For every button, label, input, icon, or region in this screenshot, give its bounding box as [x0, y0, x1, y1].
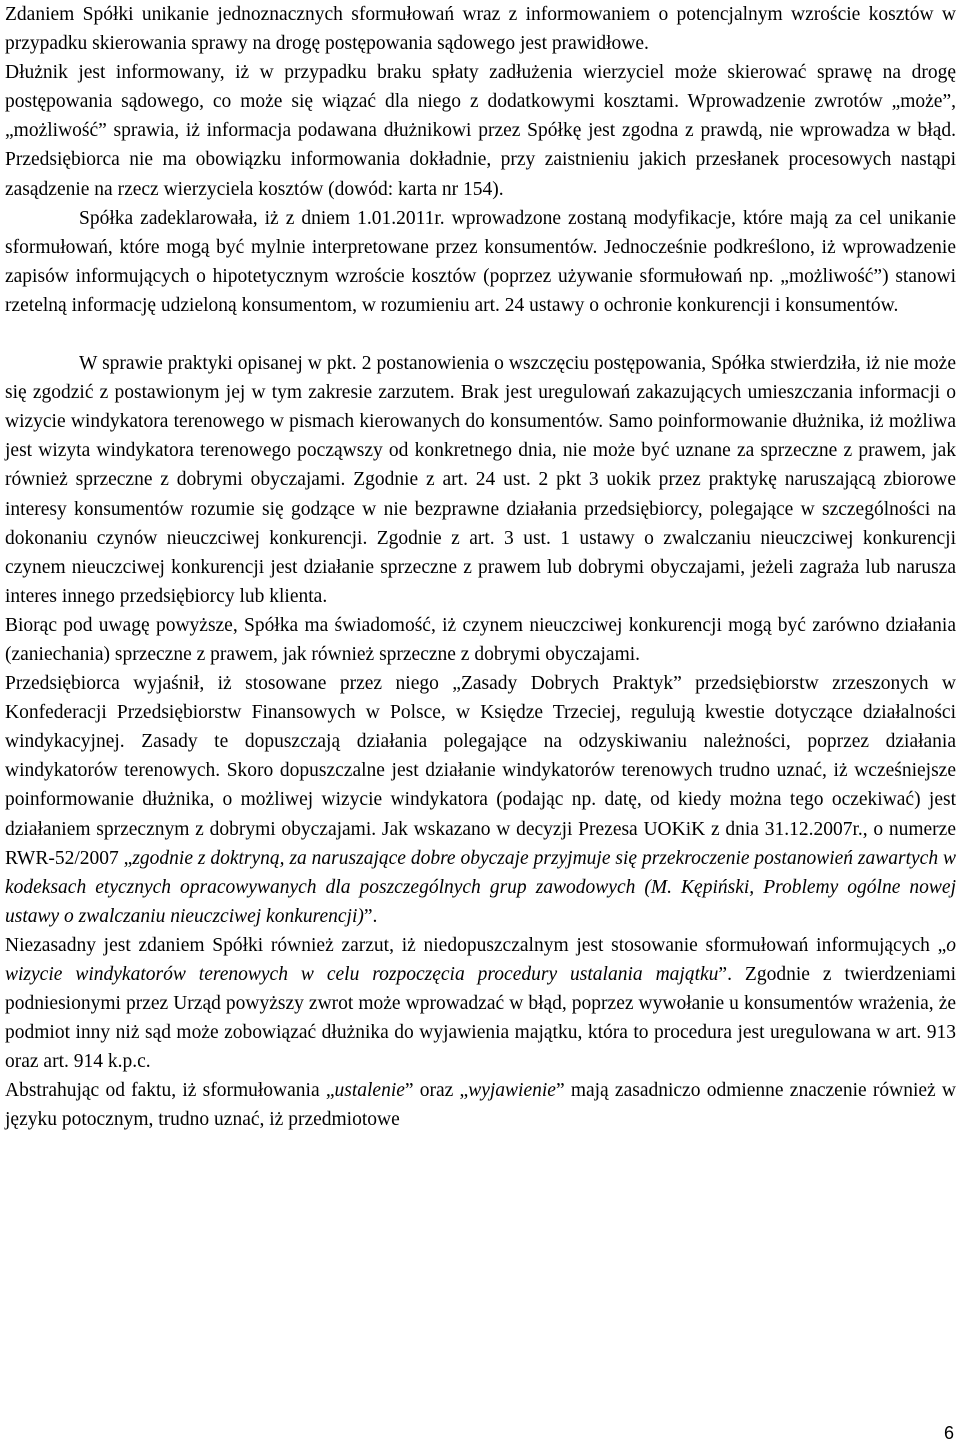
- paragraph: [5, 204, 956, 320]
- text-run: Zdaniem Spółki unikanie jednoznacznych sformułowań wraz z informowaniem o potencjalnym wzroście kosztów w przypadku skierowania sprawy na drogę postępowania sądowego jest prawidłowe.: [5, 4, 956, 55]
- body-text: [5, 0, 956, 1135]
- text-run: ” oraz „: [404, 1080, 469, 1102]
- text-run: Niezasadny jest zdaniem Spółki również zarzut, iż niedopuszczalnym jest stosowanie sformułowań informujących „: [5, 934, 947, 956]
- text-run: Przedsiębiorca wyjaśnił, iż stosowane przez niego „Zasady Dobrych Praktyk” przedsiębiorstw zrzeszonych w Konfederacji Przedsiębiorstw Finansowych w Polsce, w Księdze Trzeciej, regulują kwestie dotyczące działalności windykacyjnej. Zasady te dopuszczają działania polegające na odzyskiwaniu należności, poprzez działania windykatorów terenowych. Skoro dopuszczalne jest działanie windykatorów terenowych trudno uznać, iż wcześniejsze poinformowanie dłużnika, o możliwej wizycie windykatora (podając np. datę, od kiedy można tego oczekiwać) jest działaniem sprzecznym z dobrymi obyczajami. Jak wskazano w decyzji Prezesa UOKiK z dnia 31.12.2007r., o numerze RWR-52/2007 „: [5, 673, 956, 869]
- page-number: 6: [943, 1423, 954, 1443]
- paragraph: [5, 58, 956, 203]
- paragraph: [5, 0, 956, 58]
- text-run: Dłużnik jest informowany, iż w przypadku braku spłaty zadłużenia wierzyciel może skierować sprawę na drogę postępowania sądowego, co może się wiązać dla niego z dodatkowymi kosztami. Wprowadzenie zwrotów „może”, „możliwość” sprawia, iż informacja podawana dłużnikowi przez Spółkę jest zgodna z prawdą, nie wprowadza w błąd. Przedsiębiorca nie ma obowiązku informowania dokładnie, przy zaistnieniu jakich przesłanek procesowych nastąpi zasądzenie na rzecz wierzyciela kosztów (dowód: karta nr 154).: [5, 62, 956, 200]
- text-run: ”.: [363, 905, 378, 927]
- italic-quote: ustalenie: [334, 1080, 405, 1102]
- italic-quote: zgodnie z doktryną, za naruszające dobre obyczaje przyjmuje się przekroczenie postanowień zawartych w kodeksach etycznych opracowywanych dla poszczególnych grup zawodowych (M. Kępiński, Problemy ogólne nowej ustawy o zwalczaniu nieuczciwej konkurencji): [5, 847, 956, 927]
- italic-quote: wyjawienie: [468, 1080, 556, 1102]
- text-run: ” mają zasadniczo odmienne znaczenie również w języku potocznym, trudno uznać, iż przedmiotowe: [5, 1080, 956, 1131]
- paragraph: [5, 611, 956, 669]
- text-run: Abstrahując od faktu, iż sformułowania „: [5, 1080, 335, 1102]
- text-run: Biorąc pod uwagę powyższe, Spółka ma świadomość, iż czynem nieuczciwej konkurencji mogą być zarówno działania (zaniechania) sprzeczne z prawem, jak również sprzeczne z dobrymi obyczajami.: [5, 614, 956, 665]
- paragraph: [5, 349, 956, 611]
- italic-quote: o wizycie windykatorów terenowych w celu rozpoczęcia procedury ustalania majątku: [5, 934, 956, 985]
- paragraph: [5, 1076, 956, 1134]
- text-run: W sprawie praktyki opisanej w pkt. 2 postanowienia o wszczęciu postępowania, Spółka stwierdziła, iż nie może się zgodzić z postawionym jej w tym zakresie zarzutem. Brak jest uregulowań zakazujących umieszczania informacji o wizycie windykatora terenowego w pismach kierowanych do konsumentów. Samo poinformowanie dłużnika, iż możliwa jest wizyta windykatora terenowego począwszy od konkretnego dnia, nie może być uznane za sprzeczne z prawem, jak również sprzeczne z dobrymi obyczajami. Zgodnie z art. 24 ust. 2 pkt 3 uokik przez praktykę naruszającą zbiorowe interesy konsumentów rozumie się godzące w nie bezprawne działania przedsiębiorcy, polegające w szczególności na dokonaniu czynów nieuczciwej konkurencji. Zgodnie z art. 3 ust. 1 ustawy o zwalczaniu nieuczciwej konkurencji czynem nieuczciwej konkurencji jest działanie sprzeczne z prawem lub dobrymi obyczajami, jeżeli zagraża lub narusza interes innego przedsiębiorcy lub klienta.: [5, 353, 956, 607]
- paragraph: [5, 931, 956, 1076]
- text-run: ”. Zgodnie z twierdzeniami podniesionymi przez Urząd powyższy zwrot może wprowadzać w błąd, poprzez wywołanie u konsumentów wrażenia, że podmiot inny niż sąd może zobowiązać dłużnika do wyjawienia majątku, która to procedura jest uregulowana w art. 913 oraz art. 914 k.p.c.: [5, 964, 956, 1073]
- paragraph: [5, 669, 956, 931]
- text-run: Spółka zadeklarowała, iż z dniem 1.01.2011r. wprowadzone zostaną modyfikacje, które mają za cel unikanie sformułowań, które mogą być mylnie interpretowane przez konsumentów. Jednocześnie podkreślono, iż wprowadzenie zapisów informujących o hipotetycznym wzroście kosztów (poprzez używanie sformułowań np. „możliwość”) stanowi rzetelną informację udzieloną konsumentom, w rozumieniu art. 24 ustawy o ochronie konkurencji i konsumentów.: [5, 207, 956, 316]
